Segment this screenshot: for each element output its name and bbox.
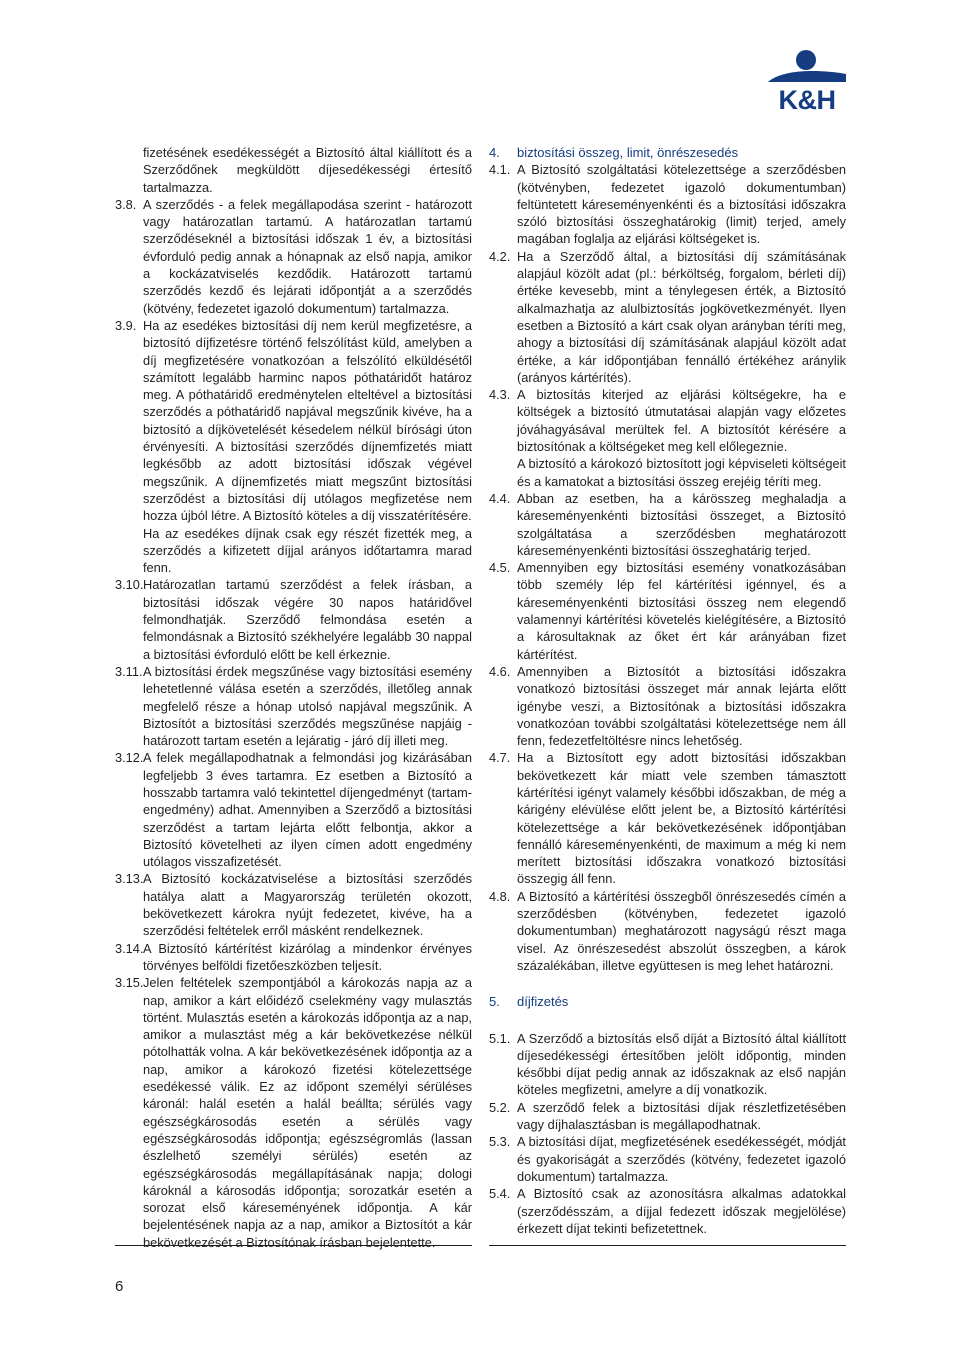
right-column	[489, 144, 846, 1237]
paragraph-5-1: 5.1. A Szerződő a biztosítás első díját a Biztosító által kiállított díjesedékességi értesítőben jelölt időpontig, minden későbbi díjat pedig annak az időszaknak az első napján köteles megfizetni, amelyre a díj vonatkozik.	[489, 1030, 846, 1098]
paragraph-3-10: 3.10. Határozatlan tartamú szerződést a felek írásban, a biztosítási időszak végére 30 napos határidővel felmondhatják. Szerződő felmondása esetén a felmondásnak a Biztosító székhelyére legalább 30 nappal a biztosítási évforduló előtt be kell érkeznie.	[115, 577, 472, 662]
paragraph-4-4: 4.4. Abban az esetben, ha a kárösszeg meghaladja a káreseményenkénti biztosítási összeget, a Biztosító szolgáltatása a szerződésben meghatározott káreseményenkénti biztosítási összeghatárig terjed.	[489, 490, 846, 558]
paragraph-4-1: 4.1. A Biztosító szolgáltatási kötelezettsége a szerződésben (kötvényben, fedezetet igazoló dokumentumban) feltüntetett káreseményenkénti és a biztosítási időszakra szóló biztosítási összeghatárokig (limit) terjed, amely magában foglalja az eljárási költségeket is.	[489, 162, 846, 247]
paragraph-3-15: 3.15. Jelen feltételek szempontjából a károkozás napja az a nap, amikor a kárt előidéző cselekmény vagy mulasztás történt. Mulasztás esetén a károkozás időpontja az a nap, amikor a mulasztást még a kár bekövetkezése nélkül pótolhatták volna. A kár bekövetkezésének időpontja az a nap, amikor a károkozó fizetési kötelezettsége esedékessé válik. Ez az időpont személyi sérüléses káronál: halál esetén a halál beállta; sérülés vagy egészségkárosodás esetén a sérülés vagy egészségkárosodás időpontja; egészségromlás (lassan észlelhető személyi sérülés) esetén az egészségkárosodás megállapításának napja; dologi károknál a károsodás időpontja; sorozatkár esetén a sorozat első káreseményének időpontja. A kár bejelentésének napja az a nap, amikor a Biztosítót a kár bekövetkezését a Biztosítónak írásban bejelentette.	[115, 975, 472, 1250]
paragraph-5-2: 5.2. A szerződő felek a biztosítási díjak részletfizetésében vagy díjhalasztásban is megállapodhatnak.	[489, 1099, 846, 1133]
kh-logo-mark	[766, 48, 848, 86]
kh-logo-text: K&H	[778, 85, 836, 115]
kh-logo	[766, 48, 848, 114]
paragraph-3-12: 3.12. A felek megállapodhatnak a felmondási jog kizárásában legfeljebb 3 éves tartamra. Ez esetben a Biztosító a hosszabb tartamra való tekintettel díjengedményt (tartam-engedmény) adhat. Amennyiben a Szerződő a biztosítási szerződést a tartam lejárta előtt felbontja, akkor a Biztosító követelheti az ilyen címen adott engedmény utólagos visszafizetését.	[115, 750, 472, 870]
section-5-heading: 5. díjfizetés	[489, 994, 569, 1010]
paragraph-4-3-extra: A biztosító a károkozó biztosított jogi képviseleti költségeit és a kamatokat a biztosítási összeg erejéig téríti meg.	[517, 456, 846, 489]
paragraph-4-3: 4.3. A biztosítás kiterjed az eljárási költségekre, ha e költségek a biztosító útmutatásai alapján vagy előzetes jóváhagyásával merültek fel. A biztosítót kérésére a biztosítónak a költségeket meg kell előlegeznie.	[489, 387, 846, 455]
paragraph-4-2: 4.2. Ha a Szerződő által, a biztosítási díj számításának alapjául közölt adat (pl.: bérköltség, forgalom, bérleti díj) értéke kevesebb, mint a ténylegesen érték, a Biztosító alkalmazhatja az alulbiztosítás jogkövetkezményét. Ilyen esetben a Biztosító a kárt csak olyan arányban téríti meg, ahogy a biztosítási díj számításának alapjául közölt adat értéke, a kár időpontjában fennálló értékéhez aránylik (arányos kártérítés).	[489, 248, 846, 385]
left-column	[115, 144, 472, 1251]
paragraph-3-11: 3.11. A biztosítási érdek megszűnése vagy biztosítási esemény lehetetlenné válása esetén a szerződés, illetőleg annak megfelelő része a hónap utolsó napjával megszűnik. A Biztosítót a biztosítási szerződés megszűnése napjáig - határozott tartam esetén a lejáratig - járó díj illeti meg.	[115, 663, 472, 749]
paragraph-4-8: 4.8. A Biztosító a kártérítési összegből önrészesedés címén a szerződésben (kötvényben, fedezetet igazoló dokumentumban) meghatározott nagyságú részt maga visel. Az önrészesedést abszolút összegben, a károk százalékában, illetve együttesen is meg lehet határozni.	[489, 888, 846, 973]
footer-rule-right	[489, 1245, 846, 1246]
paragraph-4-6: 4.6. Amennyiben a Biztosítót a biztosítási időszakra vonatkozó biztosítási összeget már annak lejárta előtt igénybe veszi, a Biztosítónak a biztosítási időszakra vonatkozóan további szolgáltatási kötelezettsége nem áll fenn, fedezetfeltöltésre nincs lehetőség.	[489, 663, 846, 749]
paragraph-4-7: 4.7. Ha a Biztosított egy adott biztosítási időszakban bekövetkezett kár miatt vele szemben támasztott kártérítési igényt valamely későbbi időszakban, de még a kárigény elévülése előtt jelent be, a Biztosító kártérítési kötelezettsége a kár bekövetkezésének időpontjában fennálló káreseményenkénti, de maximum a még ki nem merített biztosítási időszakra vonatkozó biztosítási összegig áll fenn.	[489, 750, 846, 887]
paragraph-3-8: 3.8. A szerződés - a felek megállapodása szerint - határozott vagy határozatlan tartamú. A határozatlan tartamú szerződéseknél a biztosítási időszak 1 év, a biztosítási évforduló pedig annak a hónapnak az első napja, amikor a kockázatviselés kezdődik. Határozott tartamú szerződés kezdő és lejárati időpontját a a szerződés (kötvény, fedezetet igazoló dokumentum) tartalmazza.	[115, 196, 472, 316]
paragraph-3-9: 3.9. Ha az esedékes biztosítási díj nem kerül megfizetésre, a biztosító díjfizetésre történő felszólítást küld, amelyben a díj megfizetésére vonatkozóan a felszólító elküldésétől számított legalább harminc napos póthatáridőt határoz meg. A póthatáridő eredménytelen elteltével a biztosítási szerződés a póthatáridő napjával megszűnik kivéve, ha a biztosító a díjkövetelését késedelem nélkül bírósági úton érvényesíti. A biztosítási szerződés díjnemfizetés miatt legkésőbb az adott biztosítási időszak végével megszűnik. A díjnemfizetés miatt megszűnt biztosítási szerződést a biztosítási díj utólagos megfizetése nem hozza újból létre. A Biztosító köteles a díj visszatérítésére.	[115, 317, 472, 524]
paragraph-4-5: 4.5. Amennyiben egy biztosítási esemény vonatkozásában több személy lép fel kártérítési igénnyel, és a káreseményenkénti biztosítási összeg nem elegendő valamennyi kártérítési követelés kielégítésére, a Biztosító a károsultaknak az őket ért kár arányában fizet kártérítést.	[489, 560, 846, 662]
section-4-heading: 4. biztosítási összeg, limit, önrészesedés	[489, 145, 739, 160]
page-number: 6	[115, 1278, 124, 1295]
paragraph-3-13: 3.13. A Biztosító kockázatviselése a biztosítási szerződés hatálya alatt a Magyarország területén okozott, bekövetkezett károkra nyújt fedezetet, kivéve, ha a szerződési feltételek erről másként rendelkeznek.	[115, 871, 472, 939]
paragraph-3-9-extra: Ha az esedékes díjnak csak egy részét fizették meg, a szerződés a kifizetett díjjal arányos időtartamra marad fenn.	[143, 525, 472, 576]
paragraph-5-4: 5.4. A Biztosító csak az azonosításra alkalmas adatokkal (szerződésszám, a díjjal fedezett időszak megjelölése) érkezett díjat tekinti befizetettnek.	[489, 1186, 846, 1236]
paragraph-3-14: 3.14. A Biztosító kártérítést kizárólag a mindenkor érvényes törvényes belföldi fizetőeszközben teljesít.	[115, 940, 472, 973]
paragraph-5-3: 5.3. A biztosítási díjat, megfizetésének esedékességét, módját és gyakoriságát a szerződés (kötvény, fedezetet igazoló dokumentum) tartalmazza.	[489, 1134, 846, 1184]
footer-rule-left	[115, 1245, 472, 1246]
intro-paragraph: fizetésének esedékességét a Biztosító által kiállított és a Szerződőnek megküldött díjesedékességi értesítő tartalmazza.	[143, 145, 472, 195]
